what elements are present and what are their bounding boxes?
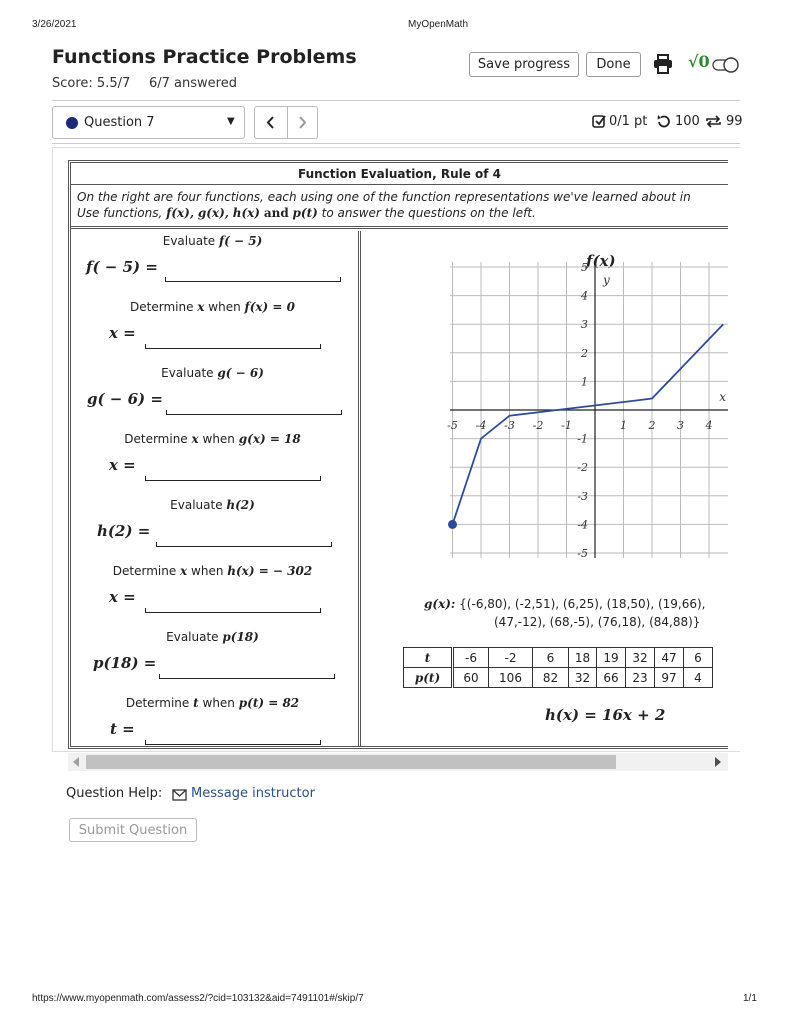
p-table-cell: 106 <box>489 668 533 688</box>
g-set-line-2: (47,-12), (68,-5), (76,18), (84,88)} <box>494 615 701 629</box>
score-text: Score: 5.5/7 <box>52 76 131 91</box>
question-status-dot-icon <box>66 117 78 129</box>
regens-count: 99 <box>726 114 743 129</box>
y-tick-label: -4 <box>577 518 588 532</box>
y-tick-label: 2 <box>581 346 588 360</box>
math-display-toggle-label: √0 <box>688 52 710 71</box>
q1-answer-label: f( − 5) = <box>86 258 158 276</box>
instructions-cell <box>71 185 728 229</box>
h-formula: h(x) = 16x + 2 <box>545 706 666 724</box>
p-table-cell: 47 <box>655 648 684 668</box>
q8-answer-input[interactable] <box>145 726 321 745</box>
q2-prompt: Determine x when f(x) = 0 <box>130 300 295 314</box>
x-tick-label: 3 <box>677 419 684 432</box>
p-table-row-p <box>404 668 713 688</box>
instructions-text-a: Use functions, <box>77 206 163 220</box>
q6-answer-input[interactable] <box>145 594 321 613</box>
x-tick-label: 4 <box>705 419 713 432</box>
q5-answer-label: h(2) = <box>97 522 151 540</box>
envelope-icon <box>172 786 187 798</box>
g-label: g(x): <box>424 597 456 611</box>
y-tick-label: 3 <box>581 318 588 332</box>
q6-prompt: Determine x when h(x) = − 302 <box>112 564 313 578</box>
p-table-cell: 23 <box>626 668 655 688</box>
x-tick-label: 2 <box>648 419 656 432</box>
retries-count: 100 <box>675 114 700 129</box>
q1-prompt: Evaluate f( − 5) <box>162 234 263 248</box>
scroll-left-icon[interactable] <box>73 757 79 767</box>
p-table-cell: 82 <box>533 668 569 688</box>
p-table-cell: 97 <box>655 668 684 688</box>
q1-answer-input[interactable] <box>165 263 341 282</box>
q5-prompt: Evaluate h(2) <box>170 498 255 512</box>
problem-header: Function Evaluation, Rule of 4 <box>71 163 728 185</box>
p-table-header-t: t <box>404 648 453 668</box>
page-title: Functions Practice Problems <box>52 46 357 68</box>
q4-prompt: Determine x when g(x) = 18 <box>124 432 301 446</box>
print-url: https://www.myopenmath.com/assess2/?cid=103132&aid=7491101#/skip/7 <box>32 993 364 1004</box>
retry-icon <box>656 114 671 129</box>
q6-answer-label: x = <box>109 588 136 606</box>
q8-prompt: Determine t when p(t) = 82 <box>125 696 300 710</box>
p-table-wrapper <box>403 647 728 688</box>
save-progress-button[interactable]: Save progress <box>469 52 579 77</box>
question-points: 0/1 pt <box>609 114 648 129</box>
p-table-header-p: p(t) <box>404 668 453 688</box>
q4-answer-input[interactable] <box>145 462 321 481</box>
regenerate-icon <box>705 114 722 129</box>
print-page-number: 1/1 <box>743 993 757 1004</box>
checkbox-score-icon <box>592 114 607 129</box>
instructions-p: p(t) <box>292 206 318 220</box>
previous-question-button[interactable] <box>255 107 288 138</box>
q7-answer-label: p(18) = <box>93 654 157 672</box>
p-table-cell: -6 <box>453 648 489 668</box>
f-closed-endpoint <box>448 520 457 529</box>
x-tick-label: -1 <box>561 419 572 432</box>
q5-answer-input[interactable] <box>156 528 332 547</box>
instructions-line-2 <box>77 206 536 220</box>
graph-title: f(x) <box>586 252 616 270</box>
instructions-and: and <box>263 206 289 220</box>
y-tick-label: -1 <box>577 432 588 446</box>
q2-answer-label: x = <box>109 324 136 342</box>
x-axis-label: x <box>719 390 727 404</box>
y-tick-label: 5 <box>581 261 588 274</box>
q7-prompt: Evaluate p(18) <box>166 630 259 644</box>
dropdown-caret-icon: ▼ <box>227 116 235 127</box>
p-table-cell: 6 <box>684 648 713 668</box>
instructions-text-b: to answer the questions on the left. <box>321 206 536 220</box>
question-help-label: Question Help: <box>66 786 163 801</box>
math-toggle-switch[interactable] <box>712 56 740 74</box>
p-table-cell: 66 <box>597 668 626 688</box>
p-table-row-t <box>404 648 713 668</box>
instructions-h: h(x) <box>232 206 260 220</box>
p-table-cell: 32 <box>626 648 655 668</box>
q2-answer-input[interactable] <box>145 330 321 349</box>
p-table-cell: 4 <box>684 668 713 688</box>
p-table-cell: 18 <box>569 648 597 668</box>
nav-divider <box>52 143 740 144</box>
x-tick-label: -3 <box>504 419 515 432</box>
x-tick-label: -2 <box>532 419 544 432</box>
scrollbar-thumb[interactable] <box>86 755 616 769</box>
y-tick-label: -5 <box>577 547 588 560</box>
print-site-name: MyOpenMath <box>408 19 469 30</box>
p-table-cell: 19 <box>597 648 626 668</box>
horizontal-scrollbar[interactable] <box>68 753 728 771</box>
q3-answer-input[interactable] <box>166 396 342 415</box>
y-tick-label: 4 <box>581 289 588 303</box>
p-table-cell: 6 <box>533 648 569 668</box>
p-table-cell: 32 <box>569 668 597 688</box>
submit-question-button[interactable]: Submit Question <box>69 818 197 842</box>
y-tick-label: -2 <box>577 461 588 475</box>
instructions-line-1: On the right are four functions, each using one of the function representations we've learned about in <box>77 190 691 204</box>
x-tick-label: -4 <box>475 419 487 432</box>
p-table-cell: -2 <box>489 648 533 668</box>
y-tick-label: 1 <box>581 375 588 389</box>
print-date: 3/26/2021 <box>32 19 77 30</box>
header-divider <box>52 100 740 101</box>
question-select[interactable] <box>52 106 245 139</box>
p-table <box>403 647 713 688</box>
x-tick-label: -5 <box>447 419 458 432</box>
q3-prompt: Evaluate g( − 6) <box>161 366 264 380</box>
answered-count: 6/7 answered <box>149 76 237 91</box>
y-tick-label: -3 <box>577 489 588 503</box>
question-pager <box>254 106 318 139</box>
scroll-right-icon[interactable] <box>715 757 721 767</box>
y-axis-label: y <box>603 273 610 288</box>
q3-answer-label: g( − 6) = <box>87 390 163 408</box>
p-table-cell: 60 <box>453 668 489 688</box>
print-icon[interactable] <box>652 53 674 75</box>
g-set-line-1: g(x): {(-6,80), (-2,51), (6,25), (18,50), (19,66), <box>424 597 706 611</box>
question-select-label: Question 7 <box>84 115 155 130</box>
message-instructor-link[interactable]: Message instructor <box>191 786 315 801</box>
x-tick-label: 1 <box>620 419 627 432</box>
done-button[interactable]: Done <box>586 52 641 77</box>
q4-answer-label: x = <box>109 456 136 474</box>
q7-answer-input[interactable] <box>159 660 335 679</box>
next-question-button[interactable] <box>287 107 318 138</box>
q8-answer-label: t = <box>110 720 135 738</box>
instructions-f: f(x), <box>166 206 195 220</box>
instructions-g: g(x), <box>197 206 229 220</box>
